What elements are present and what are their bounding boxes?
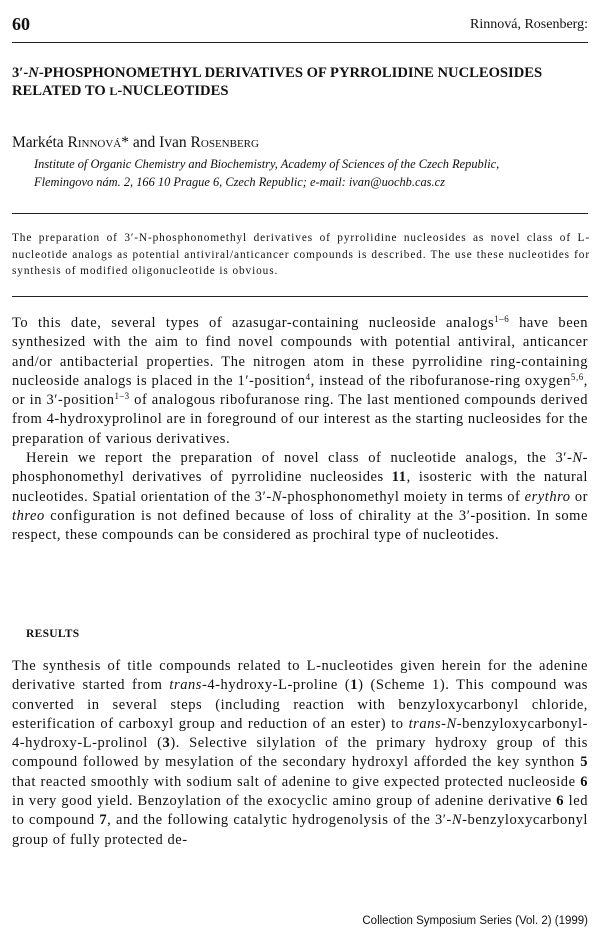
title-part: -NUCLEOTIDES [117,83,229,99]
text-run: led to compound [12,793,588,829]
section-heading-results: RESULTS [26,628,80,640]
running-head [12,14,588,38]
text-run: threo [12,507,45,524]
compound-number: 11 [391,469,407,486]
author-name: Rinnová [67,134,122,151]
text-run: erythro [524,488,571,505]
citation: 1–3 [114,391,130,402]
text-run: N [451,812,463,829]
citation: 5,6 [570,371,584,382]
introduction [12,314,588,546]
text-run: Herein we report the preparation of novel class of nucleotide analogs, the 3′- [26,450,573,467]
title-part: -PHOSPHONOMETHYL DERIVATIVES OF PYRROLIDINE NUCLEOSIDES RELATED TO [12,65,543,99]
affiliation-line: Institute of Organic Chemistry and Biochemistry, Academy of Sciences of the Czech Republic, [34,157,500,171]
text-run: -prolinol ( [92,735,163,752]
text-run: configuration is not defined because of loss of chirality at the 3′-position. In some respect, these compounds can be considered as prochiral type of nucleotides. [12,507,588,544]
header-rule [12,42,588,43]
text-run: ) (Scheme 1). This compound was converted in several steps (including reaction with benzyloxycarbonyl chloride, esterification of carboxyl group and reduction of an ester) to [12,677,588,732]
results-section [12,657,588,850]
abstract-text: The preparation of 3′-N-phosphonomethyl derivatives of pyrrolidine nucleosides as novel class of [12,232,578,244]
paragraph [12,314,588,449]
text-run: L [278,677,288,694]
citation: 1–6 [494,314,510,325]
author-name: Rosenberg [190,134,259,151]
compound-number: 1 [350,677,359,694]
text-run: , and the following catalytic hydrogenolysis of the 3′- [107,812,452,829]
article-title [12,64,572,100]
abstract [12,230,590,280]
compound-number: 7 [99,812,108,829]
text-run: trans [169,677,202,694]
paragraph [12,449,588,545]
author-name: Markéta [12,134,68,151]
affiliation [34,155,584,191]
text-run: N [572,450,583,467]
compound-number: 6 [556,793,565,810]
text-run: or [570,488,588,505]
abstract-rule-bottom [12,296,588,297]
text-run: -phosphonomethyl derivatives of pyrrolidine nucleosides [12,450,588,486]
text-run: , or in 3′-position [12,372,588,409]
text-run: -phosphonomethyl moiety in terms of [281,488,525,505]
text-run: The synthesis of title compounds related to [12,658,307,674]
series-footer: Collection Symposium Series (Vol. 2) (1999) [362,915,588,927]
affiliation-line: Flemingovo nám. 2, 166 10 Prague 6, Czech Republic; e-mail: ivan@uochb.cas.cz [34,175,445,189]
authors [12,134,259,152]
title-part: L [109,84,118,98]
abstract-text: -nucleotide analogs as potential antiviral/anticancer compounds is described. The use these nucleotides for synthesis of modified oligonucleotide is obvious. [12,232,590,277]
title-part: N [28,65,39,81]
text-run: , isosteric with the natural nucleotides. Spatial orientation of the 3′- [12,469,588,505]
text-run: , instead of the ribofuranose-ring oxygen [310,372,571,389]
text-run: -4-hydroxy- [202,677,279,694]
text-run: To this date, several types of azasugar-containing nucleoside analogs [12,315,495,331]
text-run: -proline ( [287,677,351,694]
abstract-rule-top [12,213,588,214]
title-part: 3′- [12,65,29,81]
compound-number: 5 [580,754,588,771]
author-name: * and Ivan [121,134,191,151]
compound-number: 3 [162,735,171,752]
text-run: of analogous ribofuranose ring. The last mentioned compounds derived from 4-hydroxyprolinol are in foreground of our interest as the starting nucleosides for the preparation of various derivatives. [12,392,588,447]
text-run: N [271,488,282,505]
text-run: trans-N [408,715,457,732]
text-run: -benzyloxycarbonyl-4-hydroxy- [12,715,588,752]
text-run: in very good yield. Benzoylation of the exocyclic amino group of adenine derivative [12,793,557,810]
abstract-text: L [577,232,586,244]
running-authors: Rinnová, Rosenberg: [470,17,588,32]
text-run: L [82,735,93,752]
compound-number: 6 [580,773,588,790]
text-run: -benzyloxycarbonyl group of fully protected de- [12,812,588,848]
text-run: have been synthesized with the aim to find novel compounds with potential antiviral, anticancer and/or antibacterial properties. The nitrogen atom in these pyrrolidine ring-containing nucleoside analogs is placed in the 1′-position [12,315,588,389]
citation: 4 [305,371,311,382]
paragraph [12,657,588,850]
page-number: 60 [12,14,30,34]
text-run: that reacted smoothly with sodium salt of adenine to give expected protected nucleoside [12,773,581,790]
text-run: ). Selective silylation of the primary hydroxy group of this compound followed by mesylation of the secondary hydroxyl afforded the key synthon [12,735,589,771]
text-run: -nucleotides given herein for the adenine derivative started from [12,658,588,694]
text-run: L [306,658,317,674]
